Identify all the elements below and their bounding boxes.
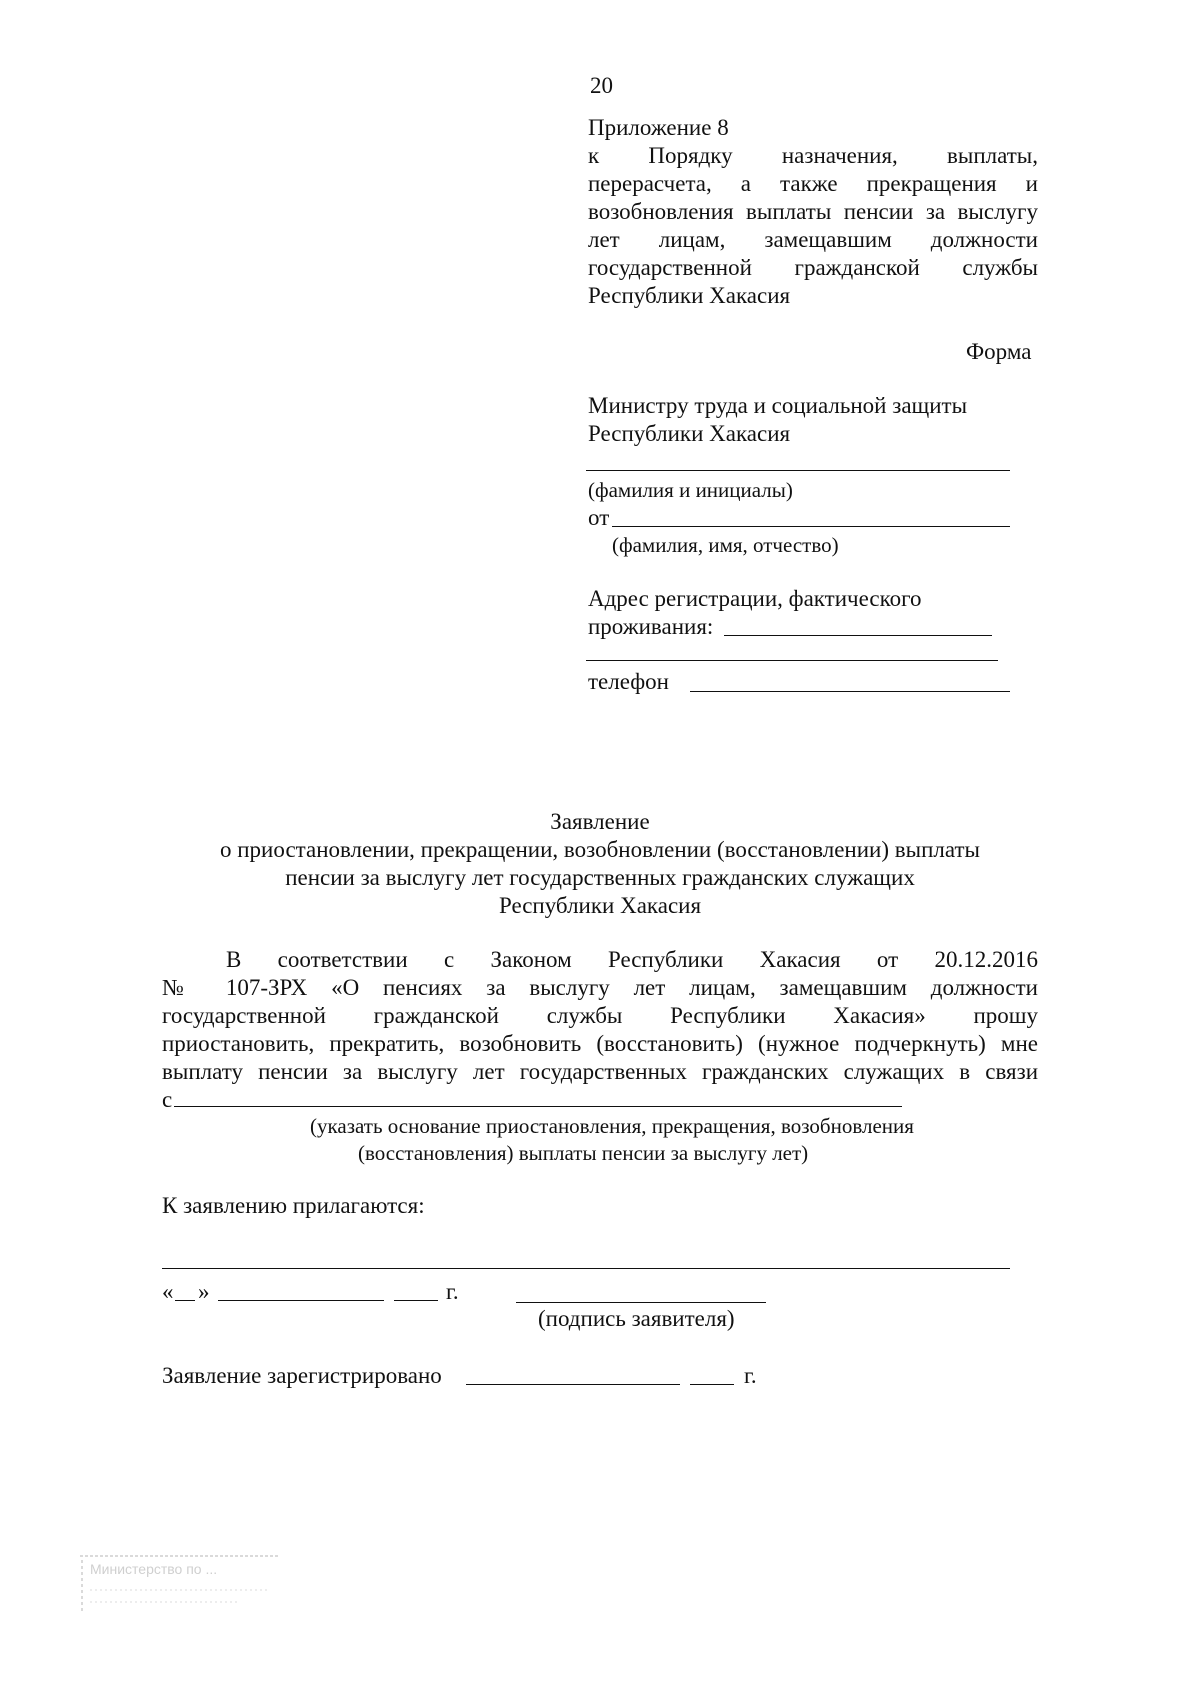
page-number: 20 <box>590 73 613 98</box>
heading-title: Заявление <box>550 809 650 834</box>
attachments-label: К заявлению прилагаются: <box>162 1193 425 1218</box>
from-label: от <box>588 505 610 530</box>
signature-field[interactable] <box>516 1302 766 1303</box>
addressee-line: Министру труда и социальной защиты <box>588 393 968 418</box>
body-line: приостановить, прекратить, возобновить (восстановить) (нужное подчеркнуть) мне <box>162 1031 1038 1056</box>
registered-label: Заявление зарегистрировано <box>162 1363 442 1388</box>
reason-hint: (восстановления) выплаты пенсии за выслугу лет) <box>358 1141 809 1165</box>
minister-name-hint: (фамилия и инициалы) <box>588 478 793 502</box>
signature-hint: (подпись заявителя) <box>538 1306 735 1331</box>
registration-year-field[interactable] <box>690 1384 734 1385</box>
attachments-field[interactable] <box>162 1268 1010 1269</box>
applicant-name-hint: (фамилия, имя, отчество) <box>612 533 839 557</box>
address-field[interactable] <box>724 635 992 636</box>
appendix-line: Республики Хакасия <box>588 283 791 308</box>
address-label: Адрес регистрации, фактического <box>588 586 922 611</box>
phone-label: телефон <box>588 669 669 694</box>
date-day-field[interactable] <box>175 1300 195 1301</box>
registration-date-field[interactable] <box>466 1384 680 1385</box>
appendix-line: лет лицам, замещавшим должности <box>588 227 1038 252</box>
reason-field[interactable] <box>174 1106 902 1107</box>
heading-line: Республики Хакасия <box>498 893 702 918</box>
appendix-line: возобновления выплаты пенсии за выслугу <box>588 199 1038 224</box>
applicant-name-field[interactable] <box>612 526 1010 527</box>
address-field-line-2[interactable] <box>586 660 998 661</box>
appendix-title: Приложение 8 <box>588 115 729 140</box>
addressee-line: Республики Хакасия <box>588 421 791 446</box>
date-year-field[interactable] <box>394 1300 438 1301</box>
address-label: проживания: <box>588 614 714 639</box>
date-month-field[interactable] <box>218 1300 384 1301</box>
faded-stamp-graphic <box>80 1550 300 1620</box>
year-suffix: г. <box>446 1279 459 1304</box>
appendix-line: государственной гражданской службы <box>588 255 1038 280</box>
reason-prefix: с <box>162 1087 173 1112</box>
body-line: В соответствии с Законом Республики Хакасия от 20.12.2016 <box>226 947 1038 972</box>
date-close-quote: » <box>198 1279 210 1304</box>
body-line: выплату пенсии за выслугу лет государственных гражданских служащих в связи <box>162 1059 1038 1084</box>
appendix-line: к Порядку назначения, выплаты, <box>588 143 1038 168</box>
appendix-line: перерасчета, а также прекращения и <box>588 171 1038 196</box>
form-label: Форма <box>966 339 1032 364</box>
body-line: № 107-ЗРХ «О пенсиях за выслугу лет лицам, замещавшим должности <box>162 975 1038 1000</box>
phone-field[interactable] <box>690 691 1010 692</box>
registered-year-suffix: г. <box>744 1363 757 1388</box>
heading-line: о приостановлении, прекращении, возобновлении (восстановлении) выплаты <box>220 837 980 862</box>
date-open-quote: « <box>162 1279 174 1304</box>
faded-stamp <box>80 1550 300 1620</box>
heading-line: пенсии за выслугу лет государственных гражданских служащих <box>285 865 915 890</box>
stamp-text: Министерство по ... <box>90 1561 218 1577</box>
reason-hint: (указать основание приостановления, прекращения, возобновления <box>310 1114 914 1138</box>
minister-name-field[interactable] <box>586 470 1010 471</box>
body-line: государственной гражданской службы Республики Хакасия» прошу <box>162 1003 1038 1028</box>
